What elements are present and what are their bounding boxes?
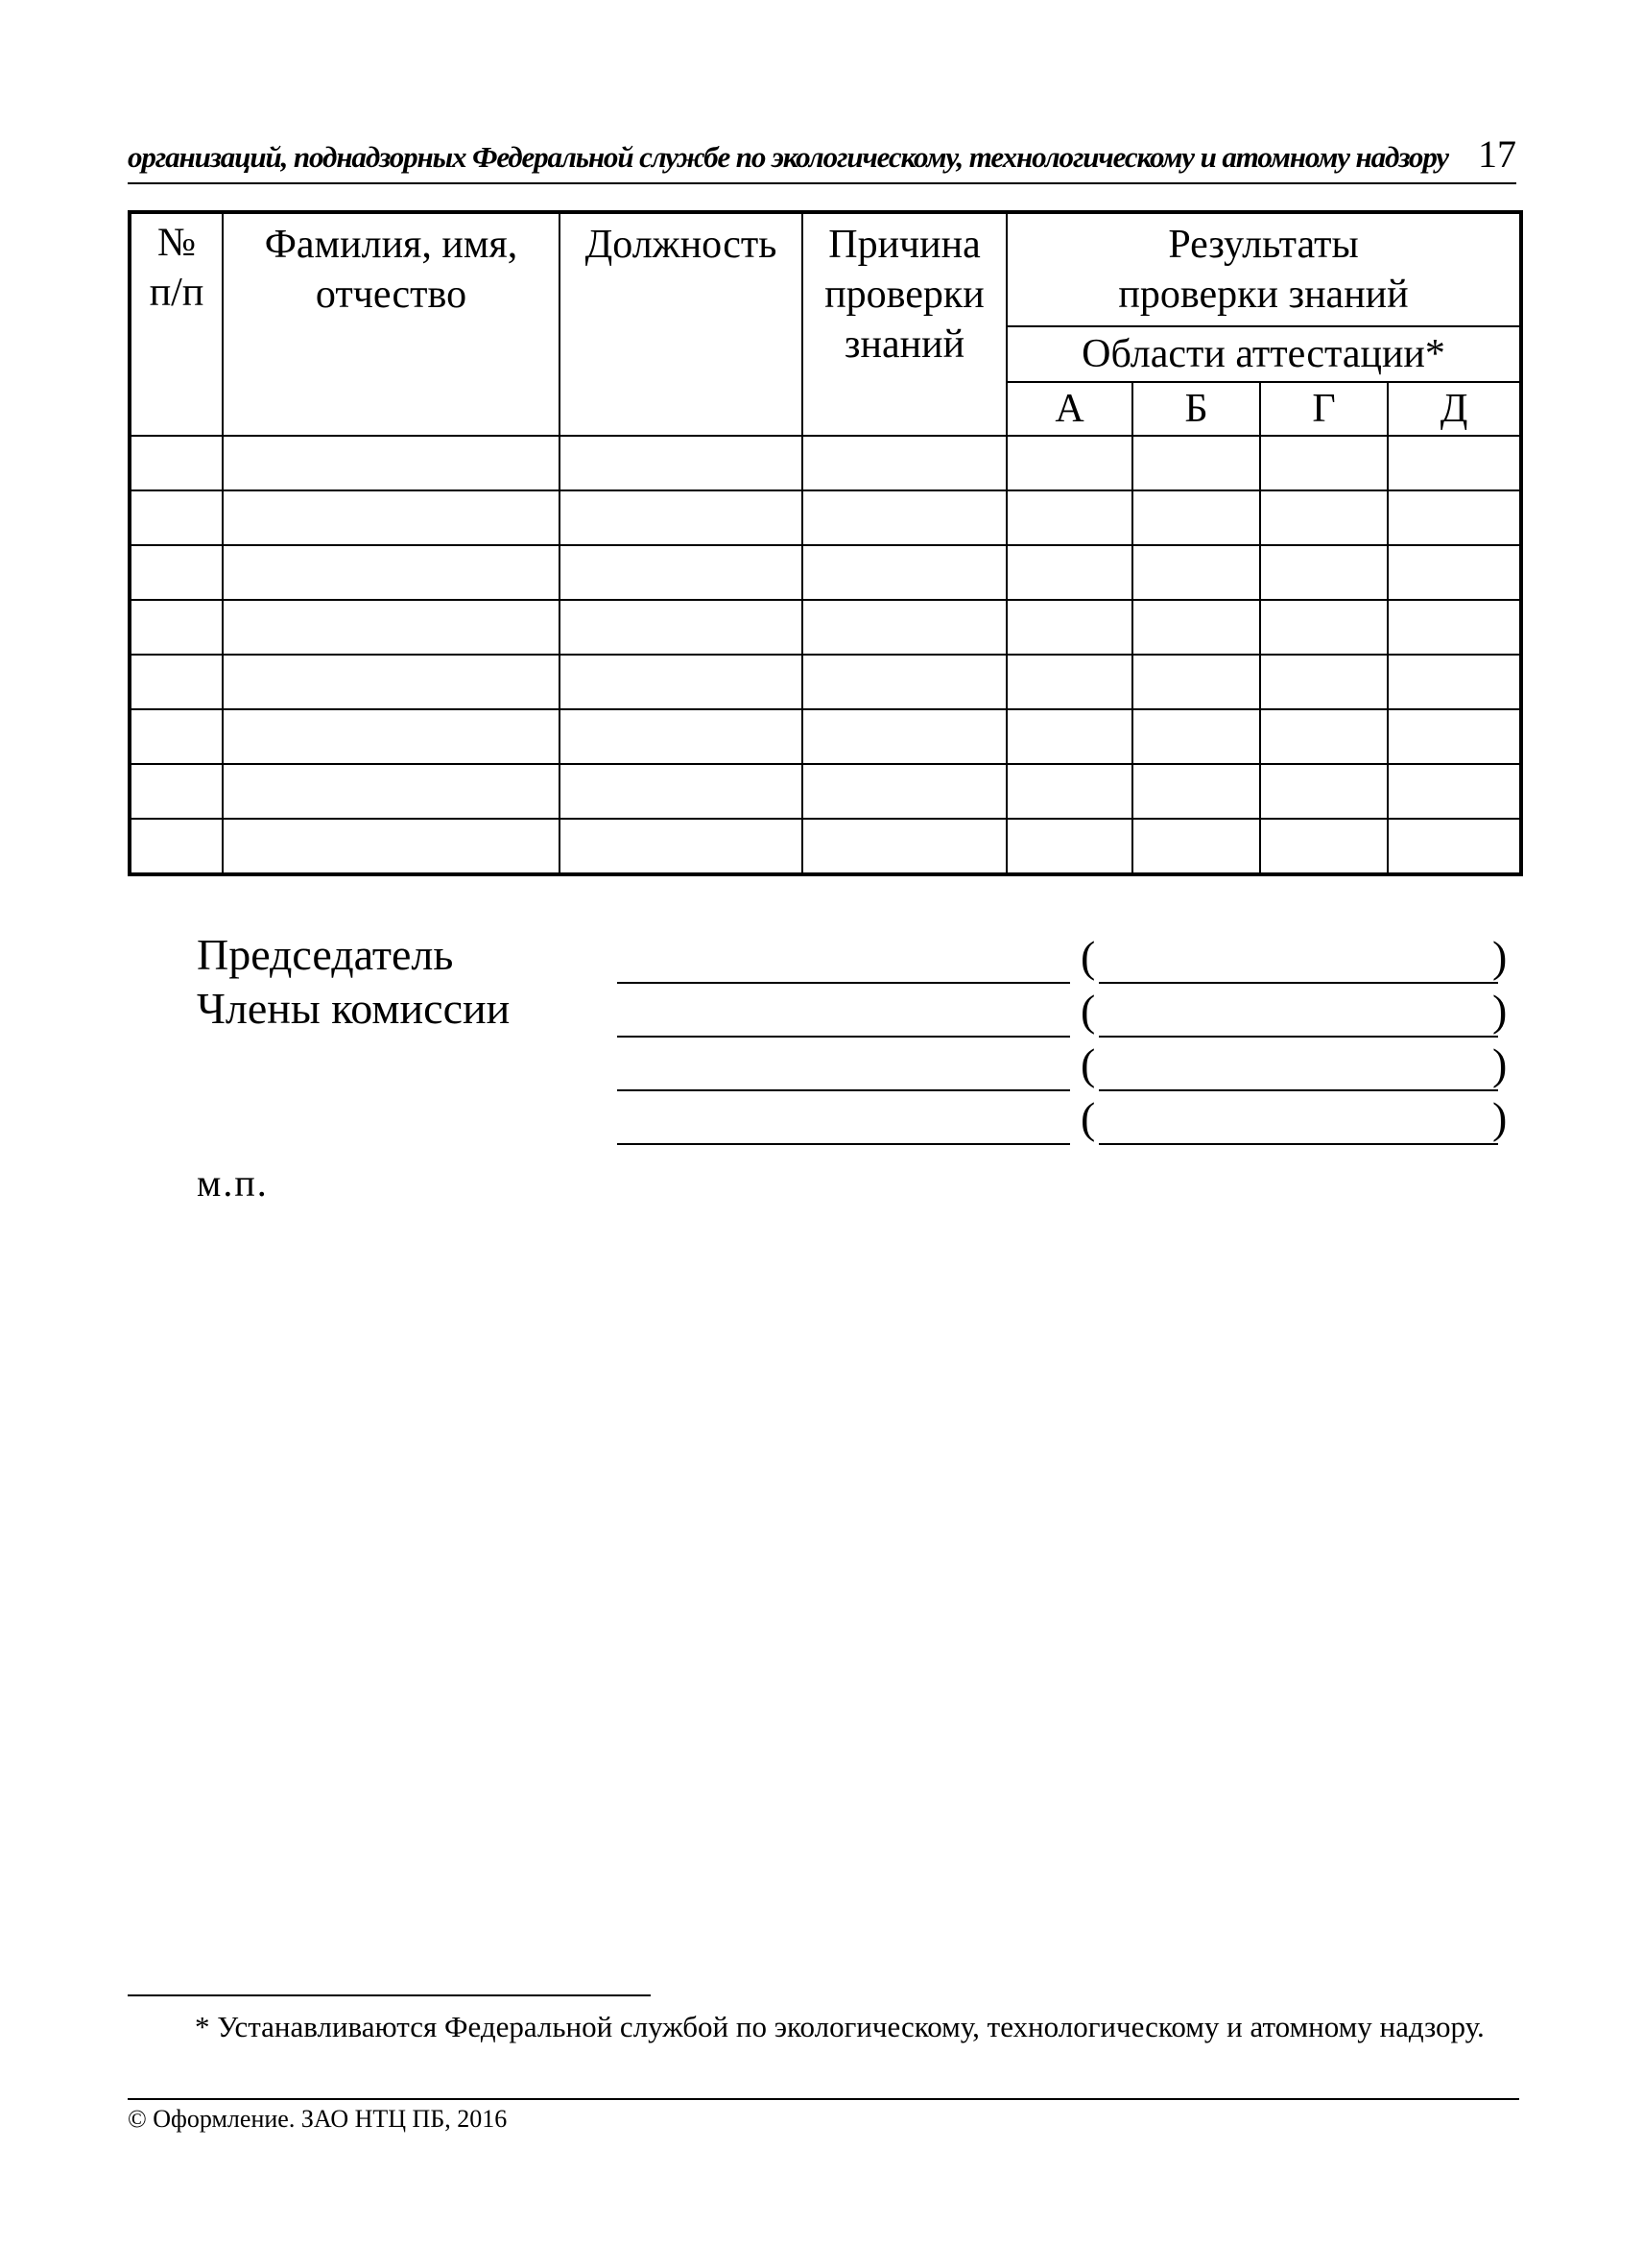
table-row <box>130 436 1521 490</box>
table-cell[interactable] <box>1007 490 1132 545</box>
running-header <box>128 132 1516 184</box>
col-number-line1: № <box>156 221 197 265</box>
table-cell[interactable] <box>802 490 1007 545</box>
table-row <box>130 819 1521 874</box>
table-cell[interactable] <box>560 764 802 819</box>
col-position-header: Должность <box>560 212 802 436</box>
table-cell[interactable] <box>223 436 560 490</box>
col-reason-header <box>802 212 1007 436</box>
table-cell[interactable] <box>560 490 802 545</box>
table-cell[interactable] <box>1260 436 1388 490</box>
table-cell[interactable] <box>1007 545 1132 600</box>
bottom-divider <box>128 2098 1519 2100</box>
table-cell[interactable] <box>223 709 560 764</box>
table-cell[interactable] <box>130 819 223 874</box>
paren-close: ) <box>1492 1039 1508 1088</box>
area-d-header: Д <box>1388 382 1521 436</box>
table-row <box>130 655 1521 709</box>
table-cell[interactable] <box>223 600 560 655</box>
table-cell[interactable] <box>130 436 223 490</box>
table-cell[interactable] <box>560 819 802 874</box>
table-cell[interactable] <box>1007 709 1132 764</box>
col-name-line2: отчество <box>315 273 467 317</box>
table-cell[interactable] <box>130 655 223 709</box>
table-cell[interactable] <box>1132 655 1260 709</box>
table-cell[interactable] <box>130 600 223 655</box>
table-cell[interactable] <box>802 600 1007 655</box>
table-cell[interactable] <box>130 545 223 600</box>
col-name-header <box>223 212 560 436</box>
table-cell[interactable] <box>560 600 802 655</box>
table-cell[interactable] <box>130 764 223 819</box>
table-cell[interactable] <box>560 655 802 709</box>
table-row <box>130 545 1521 600</box>
results-line1: Результаты <box>1168 223 1359 267</box>
paren-open: ( <box>1081 986 1096 1035</box>
footnote: * Устанавливаются Федеральной службой по экологическому, технологическому и атомному надзору. <box>195 2010 1485 2043</box>
table-cell[interactable] <box>1388 490 1521 545</box>
table-cell[interactable] <box>1388 764 1521 819</box>
name-line[interactable] <box>1099 982 1498 984</box>
col-reason-line3: знаний <box>844 322 965 367</box>
table-cell[interactable] <box>223 545 560 600</box>
table-cell[interactable] <box>1132 545 1260 600</box>
table-cell[interactable] <box>1388 600 1521 655</box>
results-header <box>1007 212 1521 326</box>
area-g-header: Г <box>1260 382 1388 436</box>
table-cell[interactable] <box>560 436 802 490</box>
paren-close: ) <box>1492 1093 1508 1142</box>
table-cell[interactable] <box>1388 655 1521 709</box>
table-cell[interactable] <box>802 436 1007 490</box>
col-number-line2: п/п <box>149 271 204 315</box>
signature-line[interactable] <box>617 982 1070 984</box>
table-cell[interactable] <box>1132 819 1260 874</box>
table-cell[interactable] <box>802 545 1007 600</box>
col-number-header <box>130 212 223 436</box>
table-body <box>130 436 1521 874</box>
table-cell[interactable] <box>1132 600 1260 655</box>
table-cell[interactable] <box>223 764 560 819</box>
table-cell[interactable] <box>802 709 1007 764</box>
table-cell[interactable] <box>1388 819 1521 874</box>
chairman-label: Председатель <box>197 930 454 979</box>
table-cell[interactable] <box>560 545 802 600</box>
name-line[interactable] <box>1099 1036 1498 1038</box>
table-cell[interactable] <box>130 709 223 764</box>
table-cell[interactable] <box>1007 436 1132 490</box>
signature-line[interactable] <box>617 1036 1070 1038</box>
table-cell[interactable] <box>130 490 223 545</box>
col-reason-line1: Причина <box>828 223 981 267</box>
table-cell[interactable] <box>1388 709 1521 764</box>
table-cell[interactable] <box>1260 655 1388 709</box>
running-title: организаций, поднадзорных Федеральной службе по экологическому, технологическому и атомному надзору <box>128 140 1448 174</box>
table-cell[interactable] <box>223 819 560 874</box>
copyright: © Оформление. ЗАО НТЦ ПБ, 2016 <box>128 2105 508 2133</box>
members-label: Члены комиссии <box>197 984 511 1033</box>
table-cell[interactable] <box>560 709 802 764</box>
paren-close: ) <box>1492 932 1508 981</box>
name-line[interactable] <box>1099 1143 1498 1145</box>
footnote-divider <box>128 1994 651 1996</box>
table-row <box>130 600 1521 655</box>
table-cell[interactable] <box>223 490 560 545</box>
area-b-header: Б <box>1132 382 1260 436</box>
paren-open: ( <box>1081 1039 1096 1088</box>
signature-line[interactable] <box>617 1143 1070 1145</box>
paren-open: ( <box>1081 1093 1096 1142</box>
table-cell[interactable] <box>1260 709 1388 764</box>
table-cell[interactable] <box>1132 764 1260 819</box>
paren-close: ) <box>1492 986 1508 1035</box>
table-cell[interactable] <box>1260 819 1388 874</box>
table-cell[interactable] <box>1132 490 1260 545</box>
paren-open: ( <box>1081 932 1096 981</box>
areas-header: Области аттестации* <box>1007 326 1521 382</box>
table-cell[interactable] <box>1007 819 1132 874</box>
table-cell[interactable] <box>802 819 1007 874</box>
table-cell[interactable] <box>1132 709 1260 764</box>
signature-line[interactable] <box>617 1089 1070 1091</box>
table-cell[interactable] <box>1007 600 1132 655</box>
table-cell[interactable] <box>1007 655 1132 709</box>
results-line2: проверки знаний <box>1118 273 1409 317</box>
table-cell[interactable] <box>1007 764 1132 819</box>
table-cell[interactable] <box>802 764 1007 819</box>
table-cell[interactable] <box>223 655 560 709</box>
table-cell[interactable] <box>1388 545 1521 600</box>
name-line[interactable] <box>1099 1089 1498 1091</box>
stamp-place: м.п. <box>197 1161 269 1205</box>
table-row <box>130 764 1521 819</box>
col-name-line1: Фамилия, имя, <box>264 223 518 267</box>
table-row <box>130 490 1521 545</box>
area-a-header: А <box>1007 382 1132 436</box>
table-cell[interactable] <box>1260 600 1388 655</box>
col-reason-line2: проверки <box>824 273 985 317</box>
table-cell[interactable] <box>1260 490 1388 545</box>
table-cell[interactable] <box>1260 764 1388 819</box>
attestation-table <box>128 210 1523 876</box>
table-cell[interactable] <box>1260 545 1388 600</box>
page-number: 17 <box>1478 132 1516 176</box>
table-cell[interactable] <box>1132 436 1260 490</box>
table-cell[interactable] <box>802 655 1007 709</box>
table-cell[interactable] <box>1388 436 1521 490</box>
table-row <box>130 709 1521 764</box>
